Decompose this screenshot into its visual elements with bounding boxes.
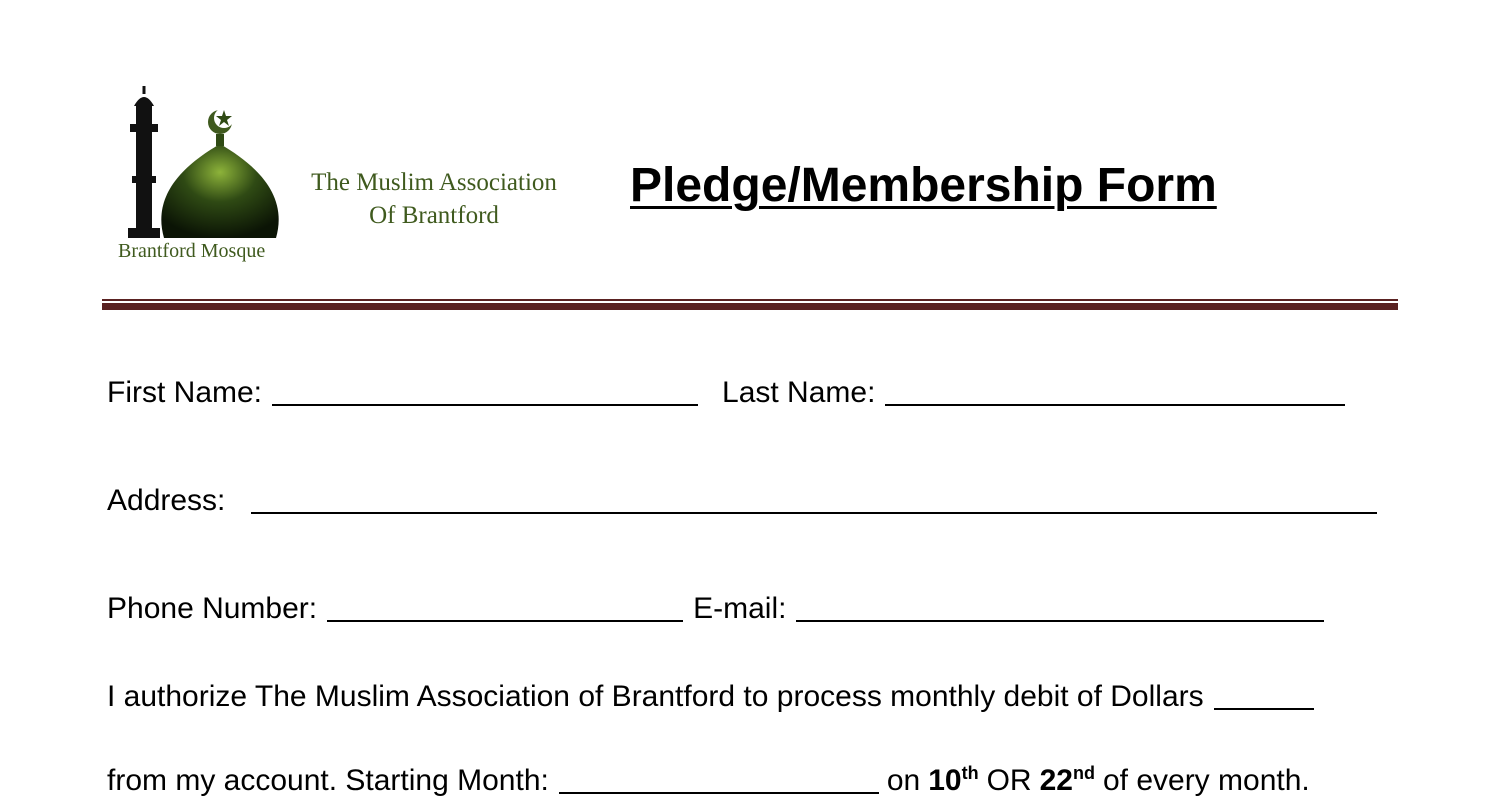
form-title: Pledge/Membership Form (630, 159, 1217, 212)
last-name-label: Last Name: (722, 376, 876, 409)
address-row (107, 482, 1377, 518)
phone-label: Phone Number: (107, 592, 318, 625)
authorization-row (107, 678, 1314, 714)
last-name-field[interactable] (885, 374, 1345, 406)
day-option-10: 10th (928, 763, 979, 797)
email-field[interactable] (796, 590, 1324, 622)
mosque-name: Brantford Mosque (118, 240, 266, 262)
organization-name (292, 166, 576, 232)
on-text: on (886, 764, 921, 797)
header-divider-thick (102, 303, 1398, 310)
day-option-22: 22nd (1039, 763, 1095, 797)
mosque-logo-icon (112, 86, 292, 246)
first-name-field[interactable] (272, 374, 698, 406)
header-divider-thin (102, 299, 1398, 301)
authorization-text: I authorize The Muslim Association of Brantford to process monthly debit of Dollars (107, 680, 1204, 713)
monthly-amount-field[interactable] (1214, 678, 1314, 710)
starting-month-row (107, 762, 1310, 798)
address-label: Address: (107, 484, 226, 517)
address-field[interactable] (251, 482, 1377, 514)
organization-logo (112, 86, 592, 268)
email-label: E-mail: (693, 592, 787, 625)
contact-row (107, 590, 1324, 626)
starting-month-field[interactable] (559, 762, 879, 794)
organization-name-line2: Of Brantford (369, 202, 499, 229)
first-name-label: First Name: (107, 376, 263, 409)
organization-name-line1: The Muslim Association (311, 169, 557, 196)
or-text: OR (986, 764, 1032, 797)
account-text: from my account. Starting Month: (107, 764, 549, 797)
every-month-text: of every month. (1102, 764, 1310, 797)
name-row (107, 374, 1345, 410)
phone-field[interactable] (327, 590, 683, 622)
